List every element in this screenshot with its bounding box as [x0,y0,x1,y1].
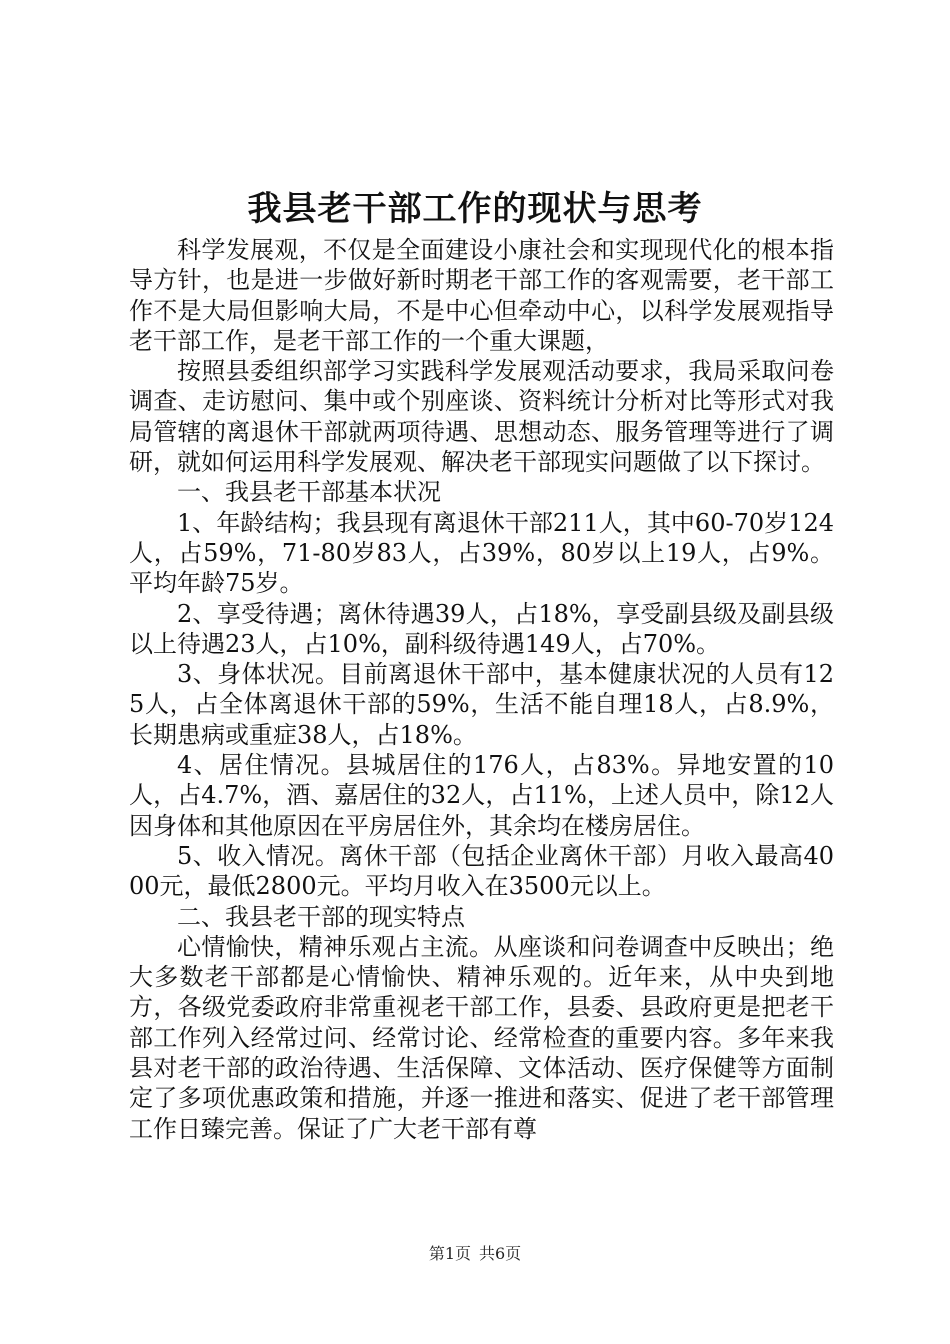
paragraph-income: 5、收入情况。离休干部（包括企业离休干部）月收入最高4000元，最低2800元。平均月收入在3500元以上。 [129,841,834,901]
section-heading-basic-status: 一、我县老干部基本状况 [177,478,441,507]
paragraph-benefits: 2、享受待遇；离休待遇39人，占18%，享受副县级及副县级以上待遇23人，占10%，副科级待遇149人，占70%。 [129,599,834,658]
paragraph-intro: 科学发展观，不仅是全面建设小康社会和实现现代化的根本指导方针，也是进一步做好新时期老干部工作的客观需要，老干部工作不是大局但影响大局，不是中心但牵动中心，以科学发展观指导老干部工作，是老干部工作的一个重大课题， [129,236,834,355]
paragraph-residence: 4、居住情况。县城居住的176人，占83%。异地安置的10人，占4.7%，酒、嘉居住的32人，占11%，上述人员中，除12人因身体和其他原因在平房居住外，其余均在楼房居住。 [129,751,834,840]
page-total: 共6页 [479,1244,522,1263]
paragraph-health: 3、身体状况。目前离退休干部中，基本健康状况的人员有125人，占全体离退休干部的59%，生活不能自理18人，占8.9%，长期患病或重症38人，占18%。 [129,660,834,749]
paragraph-mood: 心情愉快，精神乐观占主流。从座谈和问卷调查中反映出；绝大多数老干部都是心情愉快、精神乐观的。近年来，从中央到地方，各级党委政府非常重视老干部工作，县委、县政府更是把老干部工作列入经常过问、经常讨论、经常检查的重要内容。多年来我县对老干部的政治待遇、生活保障、文体活动、医疗保健等方面制定了多项优惠政策和措施，并逐一推进和落实、促进了老干部管理工作日臻完善。保证了广大老干部有尊 [129,932,834,1143]
paragraph-method: 按照县委组织部学习实践科学发展观活动要求，我局采取问卷调查、走访慰问、集中或个别座谈、资料统计分析对比等形式对我局管辖的离退休干部就两项待遇、思想动态、服务管理等进行了调研，就如何运用科学发展观、解决老干部现实问题做了以下探讨。 [129,357,834,477]
page-footer [0,1244,950,1264]
section-heading-characteristics: 二、我县老干部的现实特点 [177,902,465,931]
document-title: 我县老干部工作的现状与思考 [247,189,703,229]
document-body [129,235,834,1144]
paragraph-age-structure: 1、年龄结构；我县现有离退休干部211人，其中60-70岁124人，占59%，71-80岁83人，占39%，80岁以上19人，占9%。平均年龄75岁。 [129,508,834,598]
page-number: 第1页 [428,1244,471,1263]
